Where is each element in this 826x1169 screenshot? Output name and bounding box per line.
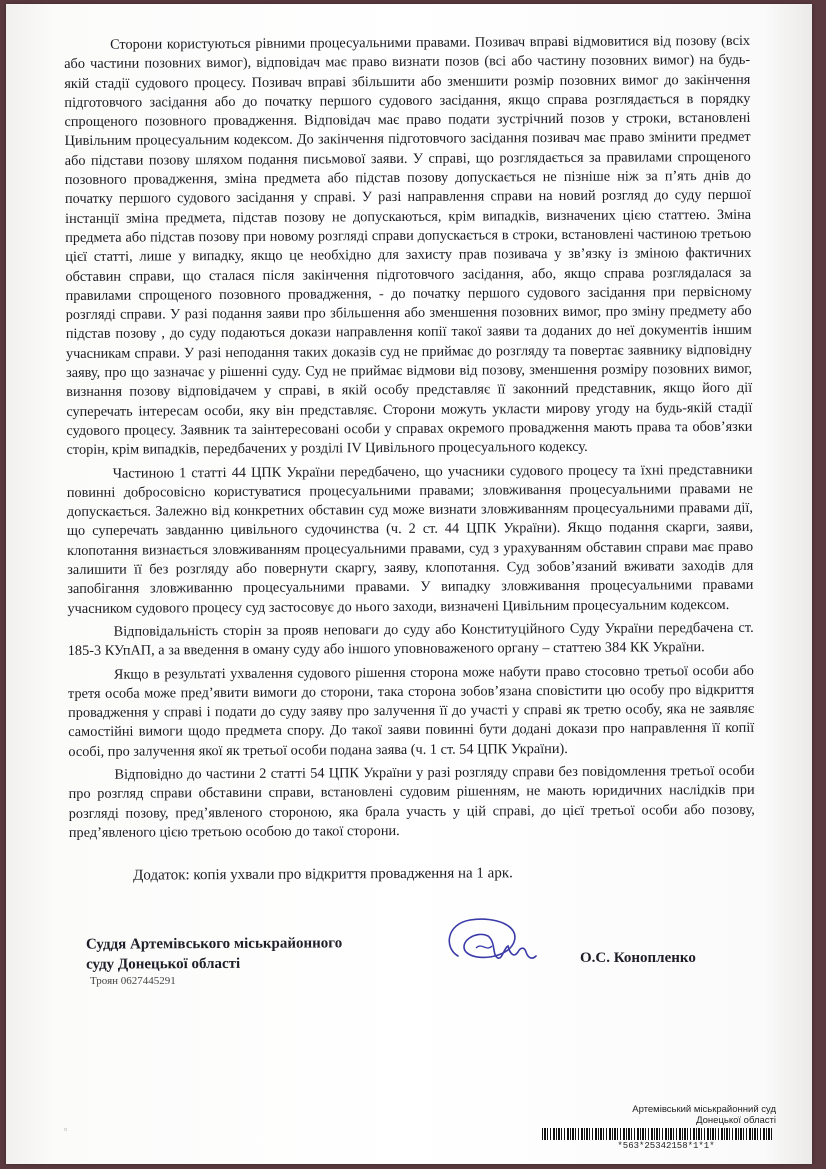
contact-phone: Троян 0627445291 (90, 975, 176, 987)
paragraph-third-party-consequences: Відповідно до частини 2 статті 54 ЦПК України у разі розгляду справи без повідомлення третьої особи про розгляд справи обставини справи, встановлені судовим рішенням, не мають юридичних наслідків при розгляді позову, пред’явленого стороною, яка брала участь у цій справі, до цієї третьої особи або позову, пред’явленого цією третьою особою до такої сторони. (68, 762, 755, 841)
judge-name: О.С. Конопленко (580, 950, 696, 966)
page-corner-mark: ▫ (64, 1124, 68, 1134)
judge-title (86, 933, 342, 974)
paragraph-abuse-of-rights: Частиною 1 статті 44 ЦПК України передбачено, що учасники судового процесу та їхні представники повинні добросовісно користуватися процесуальними правами; зловживання процесуальними правами не допускається. Залежно від конкретних обставин суд може визнати зловживанням процесуальними правами дії, що суперечать завданню цивільного судочинства (ч. 2 ст. 44 ЦПК України). Якщо подання скарги, заяви, клопотання визнається зловживанням процесуальними правами, суд з урахуванням обставин справи має право залишити її без розгляду або повернути скаргу, заяву, клопотання. Суд зобов’язаний вживати заходів для запобігання зловживанню процесуальними правами. У випадку зловживання процесуальними правами учасником судового процесу суд застосовує до нього заходи, визначені Цивільним процесуальним кодексом. (66, 461, 754, 617)
judge-title-line-1: Суддя Артемівського міськрайонного (85, 935, 343, 953)
court-stamp (576, 1104, 776, 1126)
appendix-line: Додаток: копія ухвали про відкриття провадження на 1 арк. (133, 865, 513, 884)
paragraph-procedural-rights: Сторони користуються рівними процесуальними правами. Позивач вправі відмовитися від позову (всіх або частини позовних вимог), відповідач має право визнати позов (всі або частину позовних вимог) на будь-якій стадії судового процесу. Позивач вправі збільшити або зменшити розмір позовних вимог до закінчення підготовчого засідання або до початку першого судового засідання, якщо справа розглядається в порядку спрощеного позовного провадження. Відповідач має право подати зустрічний позов у строки, встановлені Цивільним процесуальним кодексом. До закінчення підготовчого засідання позивач має право змінити предмет або підстави позову шляхом подання письмової заяви. У справі, що розглядається за правилами спрощеного позовного провадження, зміна предмета або підстав позову допускається не пізніше ніж за п’ять днів до початку першого судового засідання у справі. У разі направлення справи на новий розгляд до суду першої інстанції зміна предмета, підстав позову не допускаються, крім випадків, визначених цією статтею. Зміна предмета або підстав позову при новому розгляді справи допускається в строки, встановлені частиною третьою цієї статті, лише у випадку, якщо це необхідно для захисту прав позивача у зв’язку із зміною фактичних обставин справи, що сталася після закінчення підготовчого засідання, або, якщо справа розглядалася за правилами спрощеного позовного провадження, - до початку першого судового засідання при первісному розгляді справи. У разі подання заяви про збільшення або зменшення позовних вимог, про зміну предмету або підстав позову , до суду подаються докази направлення копії такої заяви та доданих до неї документів іншим учасникам справи. У разі неподання таких доказів суд не приймає до розгляду та повертає заявнику відповідну заяву, про що зазначає у рішенні суду. Суд не приймає відмови від позову, зменшення розміру позовних вимог, визнання позову відповідачем у справі, в якій особу представляє її законний представник, якщо його дії суперечать інтересам особи, яку він представляє. Сторони можуть укласти мирову угоду на будь-якій стадії судового процесу. Заявник та заінтересовані особи у справах окремого провадження мають права та обов’язки сторін, крім випадків, передбачених у розділі IV Цивільного процесуального кодексу. (64, 32, 753, 459)
document-body (64, 32, 755, 887)
court-stamp-line-1: Артемівський міськрайонний суд (632, 1104, 776, 1115)
paragraph-third-party: Якщо в результаті ухвалення судового рішення сторона може набути право стосовно третьої особи або третя особа може пред’явити вимоги до сторони, така сторона зобов’язана сповістити цю особу про відкриття провадження у справі і подати до суду заяву про залучення її до участі у справі як третю особу, яка не заявляє самостійні вимоги щодо предмета спору. До такої заяви повинні бути додані докази про направлення її копії особі, про залучення якої як третьої особи подана заява (ч. 1 ст. 54 ЦПК України). (67, 662, 755, 760)
judge-title-line-2: суду Донецької області (86, 955, 241, 973)
court-stamp-line-2: Донецької області (696, 1115, 776, 1126)
handwritten-signature-icon (436, 912, 546, 972)
document-page (6, 4, 812, 1164)
barcode-icon (542, 1128, 772, 1140)
paragraph-liability: Відповідальність сторін за прояв неповаги до суду або Конституційного Суду України передбачена ст. 185-3 КУпАП, а за введення в оману суду або іншого уповноваженого органу – статтею 384 КК України. (67, 619, 754, 660)
barcode-number: *563*25342158*1*1* (617, 1141, 715, 1151)
